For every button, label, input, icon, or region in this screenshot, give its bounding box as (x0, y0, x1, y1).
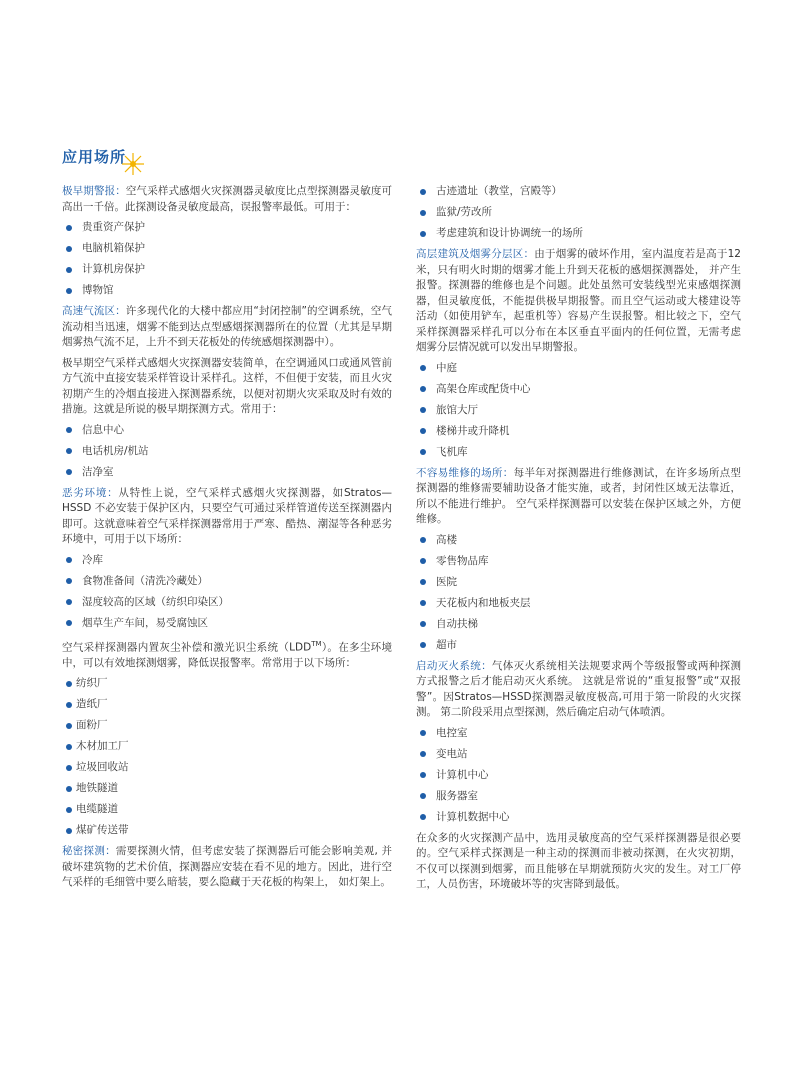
list-item-text: 烟草生产车间，易受腐蚀区 (82, 616, 208, 629)
list-item-text: 计算机数据中心 (436, 810, 510, 823)
bullet-icon (66, 469, 72, 475)
bullet-icon (420, 730, 426, 736)
bullet-icon (66, 288, 72, 294)
bullet-icon (420, 210, 426, 216)
list-item-text: 煤矿传送带 (76, 824, 129, 836)
list-item-text: 电缆隧道 (76, 803, 118, 815)
bullet-icon (420, 579, 426, 585)
high-rise-label: 高层建筑及烟雾分层区： (416, 248, 535, 260)
paragraph-harsh-env (62, 486, 392, 548)
list-item (416, 205, 741, 220)
bullet-icon (420, 814, 426, 820)
bullet-icon (66, 557, 72, 563)
bullet-icon (66, 246, 72, 252)
bullet-icon (66, 681, 72, 687)
list-item (62, 781, 392, 796)
bullet-icon (420, 365, 426, 371)
list-item (416, 226, 741, 241)
secret-detection-label: 秘密探测： (62, 845, 116, 857)
list-item-text: 垃圾回收站 (76, 761, 129, 773)
list-item (416, 403, 741, 418)
bullet-icon (66, 578, 72, 584)
trademark: TM (311, 639, 322, 648)
list-item (62, 739, 392, 754)
list-item-text: 服务器室 (436, 789, 478, 802)
paragraph-secret-detection (62, 844, 392, 891)
list-item-text: 冷库 (82, 553, 103, 566)
bullet-icon (66, 620, 72, 626)
bullet-icon (420, 642, 426, 648)
list-item-text: 变电站 (436, 747, 468, 760)
list-item (416, 575, 741, 590)
bullet-icon (420, 231, 426, 237)
list-item (62, 595, 392, 610)
bullet-icon (66, 828, 72, 834)
list-item (416, 617, 741, 632)
paragraph-extinguishing (416, 659, 741, 721)
list-high-rise (416, 361, 741, 460)
bullet-icon (66, 807, 72, 813)
list-item-text: 医院 (436, 575, 457, 588)
list-early-warning (62, 220, 392, 298)
list-item (416, 768, 741, 783)
paragraph-high-rise (416, 247, 741, 356)
bullet-icon (420, 600, 426, 606)
bullet-icon (66, 744, 72, 750)
list-item-text: 飞机库 (436, 445, 468, 458)
bullet-icon (66, 702, 72, 708)
bullet-icon (66, 267, 72, 273)
paragraph-installation: 极早期空气采样式感烟火灾探测器安装简单，在空调通风口或通风管前方气流中直接安装采样管设计采样孔。这样，不但便于安装，而且火灾初期产生的冷烟直接进入探测器系统，以便对初期火灾采取及时有效的措施。这就是所说的极早期探测方式。常用于： (62, 356, 392, 415)
bullet-icon (420, 537, 426, 543)
bullet-icon (66, 765, 72, 771)
paragraph-conclusion: 在众多的火灾探测产品中，选用灵敏度高的空气采样探测器是很必要的。空气采样式探测是一种主动的探测而非被动探测，在火灾初期， 不仅可以探测到烟雾，而且能够在早期就预防火灾的发生。对工厂停工，人员伤害，环境破坏等的灾害降到最低。 (416, 831, 741, 890)
bullet-icon (66, 599, 72, 605)
dust-text-a: 空气采样探测器内置灰尘补偿和激光识尘系统（LDD (62, 641, 312, 653)
list-item-text: 地铁隧道 (76, 782, 118, 794)
high-airflow-label: 高速气流区： (62, 305, 126, 317)
list-item-text: 天花板内和地板夹层 (436, 596, 531, 609)
list-heritage (416, 184, 741, 241)
list-item-text: 洁净室 (82, 465, 114, 478)
list-item-text: 考虑建筑和设计协调统一的场所 (436, 227, 583, 239)
list-item (416, 184, 741, 199)
left-column (62, 184, 392, 896)
list-item (416, 789, 741, 804)
right-column (416, 184, 741, 898)
list-item (416, 382, 741, 397)
list-item (62, 574, 392, 589)
bullet-icon (420, 558, 426, 564)
list-item (62, 283, 392, 298)
list-item-text: 自动扶梯 (436, 617, 478, 630)
harsh-env-label: 恶劣环境： (62, 486, 119, 499)
list-item (416, 747, 741, 762)
extinguishing-label: 启动灭火系统： (416, 659, 492, 672)
list-item-text: 高楼 (436, 533, 457, 546)
list-item-text: 电控室 (436, 726, 468, 739)
bullet-icon (420, 449, 426, 455)
list-high-airflow (62, 423, 392, 480)
list-item-text: 电脑机箱保护 (82, 242, 145, 254)
list-maintenance (416, 533, 741, 653)
list-harsh-env (62, 553, 392, 631)
list-item (62, 465, 392, 480)
bullet-icon (66, 225, 72, 231)
sun-icon (122, 153, 144, 175)
high-rise-text: 由于烟雾的破坏作用，室内温度若是高于12米，只有明火时期的烟雾才能上升到天花板的感烟探测器处， 并产生报警。探测器的维修也是个问题。此处虽然可安装线型光束感烟探测器，但灵敏度低，不能提供极早期报警。而且空气运动或大楼建设等活动（如使用铲车，起重机等）容易产生误报警。相比较之下，空气采样探测器采样孔可以分布在本区垂直平面内的任何位置，无需考虑烟雾分层情况就可以发出早期警报。 (416, 248, 741, 353)
list-item-text: 造纸厂 (76, 698, 108, 710)
bullet-icon (66, 786, 72, 792)
maintenance-text: 每半年对探测器进行维修测试，在许多场所点型探测器的维修需要辅助设备才能实施，或者，封闭性区域无法靠近，所以不能进行维护。 空气采样探测器可以安装在保护区域之外，方便维修。 (416, 466, 742, 525)
list-item (62, 718, 392, 733)
list-item (62, 760, 392, 775)
bullet-icon (420, 428, 426, 434)
bullet-icon (420, 189, 426, 195)
list-item (62, 262, 392, 277)
list-item (416, 638, 741, 653)
list-item-text: 监狱/劳改所 (436, 206, 493, 218)
list-item-text: 贵重资产保护 (82, 221, 145, 233)
list-item (416, 726, 741, 741)
bullet-icon (420, 772, 426, 778)
list-item-text: 超市 (436, 638, 457, 651)
list-item-text: 计算机房保护 (82, 263, 145, 275)
list-item-text: 湿度较高的区域（纺织印染区） (82, 595, 229, 608)
list-item-text: 计算机中心 (436, 768, 489, 781)
list-extinguishing (416, 726, 741, 825)
maintenance-label: 不容易维修的场所： (416, 466, 514, 479)
list-dust (62, 676, 392, 838)
list-item (416, 554, 741, 569)
list-item (416, 361, 741, 376)
paragraph-dust (62, 637, 392, 672)
list-item (416, 445, 741, 460)
dust-text-b: ）。在多尘环境中，可以有效地探测烟雾，降低误报警率。常常用于以下场所： (62, 641, 392, 669)
list-item-text: 面粉厂 (76, 719, 108, 731)
high-airflow-text: 许多现代化的大楼中都应用“封闭控制”的空调系统，空气流动相当迅速，烟雾不能到达点型感烟探测器所在的位置（尤其是早期烟雾热气流不足，上升不到天花板处的传统感烟探测器中）。 (62, 305, 392, 348)
list-item-text: 食物准备间（清洗冷藏处） (82, 574, 208, 587)
page-title: 应用场所 (62, 148, 127, 166)
list-item-text: 旅馆大厅 (436, 403, 478, 416)
list-item (416, 424, 741, 439)
list-item-text: 电话机房/机站 (82, 444, 149, 457)
paragraph-maintenance (416, 466, 741, 528)
bullet-icon (420, 407, 426, 413)
early-warning-text: 空气采样式感烟火灾探测器灵敏度比点型探测器灵敏度可高出一千倍。此探测设备灵敏度最高，误报警率最低。可用于： (62, 185, 393, 213)
list-item-text: 楼梯井或升降机 (436, 424, 510, 437)
list-item-text: 古迹遗址（教堂，宫殿等） (436, 185, 562, 197)
list-item-text: 信息中心 (82, 423, 124, 436)
list-item-text: 高架仓库或配货中心 (436, 382, 531, 395)
list-item (416, 596, 741, 611)
list-item (62, 823, 392, 838)
list-item (62, 241, 392, 256)
bullet-icon (66, 448, 72, 454)
extinguishing-text: 气体灭火系统相关法规要求两个等级报警或两种探测方式报警之后才能启动灭火系统。 这就是常说的“重复报警”或“双报警”。因Stratos—HSSD探测器灵敏度极高,可用于第一阶段的火灾探测。 第二阶段采用点型探测，然后确定启动气体喷洒。 (416, 659, 742, 718)
bullet-icon (420, 386, 426, 392)
list-item (62, 676, 392, 691)
bullet-icon (420, 793, 426, 799)
list-item (62, 423, 392, 438)
bullet-icon (420, 621, 426, 627)
list-item (416, 533, 741, 548)
list-item (62, 616, 392, 631)
list-item (62, 553, 392, 568)
bullet-icon (66, 427, 72, 433)
early-warning-label: 极早期警报： (62, 185, 126, 197)
list-item (62, 697, 392, 712)
list-item-text: 博物馆 (82, 284, 114, 296)
paragraph-early-warning (62, 184, 392, 215)
list-item (62, 802, 392, 817)
list-item-text: 零售物品库 (436, 554, 489, 567)
harsh-env-text: 从特性上说，空气采样式感烟火灾探测器，如Stratos—HSSD 不必安装于保护区内，只要空气可通过采样管道传送至探测器内即可。这就意味着空气采样探测器常用于严寒、酷热、潮湿等各种恶劣环境中，可用于以下场所： (62, 486, 392, 545)
list-item-text: 木材加工厂 (76, 740, 129, 752)
paragraph-high-airflow (62, 304, 392, 351)
secret-detection-text: 需要探测火情，但考虑安装了探测器后可能会影响美观, 并破坏建筑物的艺术价值，探测器应安装在看不见的地方。因此，进行空气采样的毛细管中要么暗装，要么隐藏于天花板的构架上， 如灯架上。 (62, 845, 392, 888)
list-item-text: 中庭 (436, 361, 457, 374)
list-item (62, 444, 392, 459)
list-item (416, 810, 741, 825)
bullet-icon (66, 723, 72, 729)
list-item (62, 220, 392, 235)
list-item-text: 纺织厂 (76, 677, 108, 689)
bullet-icon (420, 751, 426, 757)
